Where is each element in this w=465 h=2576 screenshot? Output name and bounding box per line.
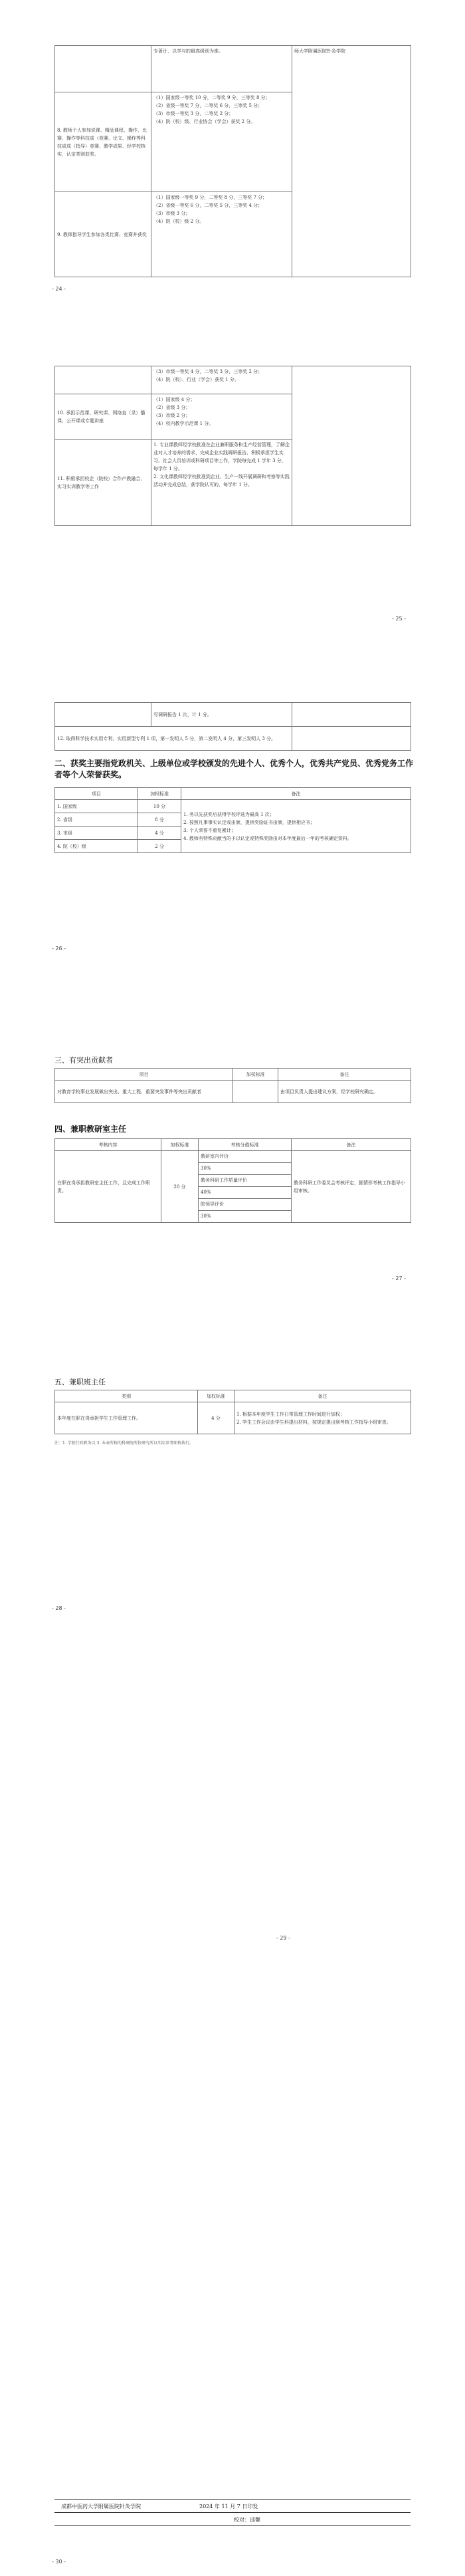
table-cell: 2. 省级 — [55, 813, 138, 827]
page-number: - 30 - — [52, 2559, 66, 2565]
p25-table — [54, 366, 411, 526]
p24-r2-c1: 8. 教师个人参加说课、精品课程、操作、比赛、操作等科技成（竞赛、论文、操作等科技成成（指导）竞赛、教学成果、经学校核实，认定类别获奖。 — [55, 92, 151, 192]
col-header: 备注 — [278, 1069, 411, 1081]
table-cell: 8 分 — [138, 813, 181, 827]
p24-r2-c2 — [151, 92, 292, 192]
page-number: - 29 - — [276, 1935, 291, 1941]
p27-teaching-table — [54, 1138, 411, 1223]
p27-contribution-table — [54, 1068, 411, 1103]
col-header: 备注 — [181, 788, 411, 800]
p26-award-table — [54, 787, 411, 853]
footer-rule-top — [54, 2499, 411, 2500]
text-line: （3）市级 2 分； — [153, 413, 191, 418]
table-cell: 30% — [199, 1163, 292, 1175]
footer-proofread: 校对：邱馨 — [234, 2517, 260, 2523]
col-header: 类别 — [55, 1390, 198, 1402]
text-line: （4）院（校）级、行业协会（学会）获奖 2 分。 — [153, 119, 256, 124]
p25-r2-c1: 10. 承担示范课、研究课、网络直（录）播课、公开课或专题讲座 — [55, 394, 151, 440]
table-cell: 教研室内评价 — [199, 1151, 292, 1163]
col-header: 加权标准 — [198, 1390, 234, 1402]
col-header: 加权标准 — [233, 1069, 278, 1081]
p26-r1-c2: 写调研报告 1 次，计 1 分。 — [151, 703, 292, 727]
p24-r1-c2: 专著计、以学与的最高级别为准。 — [151, 46, 292, 92]
page-number: - 24 - — [52, 286, 66, 292]
col-header: 项目 — [55, 1069, 233, 1081]
table-cell: 院领导评价 — [199, 1199, 292, 1211]
p25-r1-c3 — [292, 366, 411, 526]
section-2-title: 二、获奖主要指党政机关、上级单位或学校颁发的先进个人、优秀个人，优秀共产党员、优秀党务工作者等个人荣誉获奖。 — [54, 759, 414, 779]
table-cell: 由项目负责人提出建议方案，经学校研究确定。 — [278, 1081, 411, 1103]
text-line: （2）省级 3 分； — [153, 405, 191, 410]
p26-r1-c1 — [55, 703, 151, 727]
footnote: 注：1. 学院行政职务以 3. 本表所称的科研院所按研究所以实际参考职称执行。 — [54, 1441, 194, 1446]
p25-r1-c1 — [55, 366, 151, 394]
table-cell: 本年度在职在岗承担学生工作管理工作。 — [55, 1402, 198, 1434]
text-line: （4）院（校）、行业（学会）获奖 1 分。 — [153, 377, 239, 382]
table-cell: 教务科研工作委员会考核评定，据情形考核工作指导小组审核。 — [292, 1151, 411, 1223]
col-header: 备注 — [292, 1139, 411, 1151]
col-header: 项目 — [55, 788, 138, 800]
text-line: （1）国家级 4 分； — [153, 397, 195, 402]
table-cell: 在职在岗承担教研室主任工作，且完成工作职责。 — [55, 1151, 161, 1223]
section-4-title: 四、兼职教研室主任 — [54, 1124, 127, 1134]
table-cell: 对教育学校事业发展做出突出、重大工程、重要突发事件等突出贡献者 — [55, 1081, 233, 1103]
p24-r1-c1 — [55, 46, 151, 92]
table-cell: 1. 国家级 — [55, 800, 138, 813]
page-number: - 28 - — [52, 1605, 66, 1611]
footer-issuer: 成都中医药大学附属医院针灸学院 — [61, 2504, 141, 2510]
table-cell: 4 分 — [198, 1402, 234, 1434]
text-line: （4）校内教学示范课 1 分。 — [153, 421, 214, 426]
text-line: 2. 学生工作会议由学生科提出材料，按规定提出到考核工作指导小组审查。 — [236, 1419, 391, 1425]
table-cell — [233, 1081, 278, 1103]
p25-r3-c2 — [151, 440, 292, 526]
table-cell: 3. 市级 — [55, 827, 138, 840]
p26-r1-c3 — [292, 703, 411, 727]
col-header: 备注 — [234, 1390, 411, 1402]
text-line: 2. 文化课教师经学校批准到企业、生产一线开展调研和考察等实践活动并完成总结，获学院认可的，每学年 1 分。 — [153, 474, 290, 487]
text-line: （4）院（校）级 2 分。 — [153, 219, 205, 224]
p24-r3-c1: 9. 教师指导学生参加各类比赛、竞赛并获奖 — [55, 192, 151, 277]
section-5-title: 五、兼职班主任 — [54, 1378, 106, 1386]
text-line: （3）市级一等奖 3 分，二等奖 2 分； — [153, 111, 234, 116]
text-line: 4. 教师有特殊贡献当的予以认定或特殊奖励由对本年度最后一年的考核确定资料。 — [183, 835, 352, 841]
col-header: 考核内容 — [55, 1139, 161, 1151]
p24-r1-c3: 师大学附属医院针灸学院 — [292, 46, 411, 277]
text-line: 1. 专业课教师经学校批准在企业兼职服务和生产经营管理，了解企业对人才培养的需求，完成企业实践调研报告、积极承担学生实习、社会人员培训或科研项目等工作，学院每完成 1 学年 3 分，每学年 1 分。 — [153, 442, 290, 471]
table-cell: 40% — [199, 1187, 292, 1199]
col-header: 考核分值标准 — [199, 1139, 292, 1151]
page-number: - 27 - — [392, 1275, 407, 1281]
text-line: （3）市级一等奖 4 分，二等奖 3 分，三等奖 2 分； — [153, 369, 263, 374]
footer-rule-mid — [54, 2512, 411, 2513]
table-cell: 30% — [199, 1211, 292, 1223]
col-header: 加权标准 — [138, 788, 181, 800]
footer-date: 2024 年 11 月 7 日印发 — [199, 2504, 258, 2510]
p26-r2-c3 — [292, 727, 411, 751]
p25-r1-c2 — [151, 366, 292, 394]
p24-table — [54, 45, 411, 277]
p26-table-top — [54, 702, 411, 751]
table-cell: 4 分 — [138, 827, 181, 840]
p24-r3-c2 — [151, 192, 292, 277]
table-cell: 20 分 — [161, 1151, 199, 1223]
section-3-title: 三、有突出贡献者 — [54, 1056, 113, 1065]
p25-r3-c1: 11. 积极承担校企（院校）合作产教融合、实习实训教学等工作 — [55, 440, 151, 526]
p25-r2-c2 — [151, 394, 292, 440]
footer-rule-bottom — [54, 2525, 411, 2526]
text-line: （1）国家级一等奖 9 分，二等奖 8 分，三等奖 7 分； — [153, 195, 268, 200]
text-line: （1）国家级一等奖 10 分，二等奖 9 分，三等奖 8 分； — [153, 95, 270, 100]
text-line: （2）省级一等奖 6 分，二等奖 5 分，三等奖 4 分； — [153, 203, 263, 208]
p28-class-table — [54, 1390, 411, 1434]
text-line: （2）省级一等奖 7 分，二等奖 6 分，三等奖 5 分； — [153, 103, 263, 108]
col-header: 加权标准 — [161, 1139, 199, 1151]
text-line: （3）市级 3 分； — [153, 211, 191, 216]
table-cell: 2 分 — [138, 840, 181, 853]
p26-r2-c1: 12. 取得科学技术实用专利、实用新型专利 1 项，第一发明人 5 分，第二发明人 4 分，第三发明人 3 分。 — [55, 727, 292, 751]
award-notes — [181, 800, 411, 853]
table-cell — [234, 1402, 411, 1434]
text-line: 1. 务以先获奖后获得学校评选为最高 1 次； — [183, 811, 274, 817]
text-line: 3. 个人荣誉不重复累计； — [183, 827, 236, 833]
table-cell: 教务科研工作质量评价 — [199, 1175, 292, 1187]
text-line: 2. 按照凡事事实认定或由颁，提供奖励证书由颁，提供相应书； — [183, 819, 315, 825]
page-number: - 26 - — [52, 946, 66, 952]
page-number: - 25 - — [392, 616, 407, 622]
table-cell: 4. 院（校）级 — [55, 840, 138, 853]
table-cell: 10 分 — [138, 800, 181, 813]
text-line: 1. 根据本年度学生工作日常管理工作时间进行加权； — [236, 1411, 345, 1417]
